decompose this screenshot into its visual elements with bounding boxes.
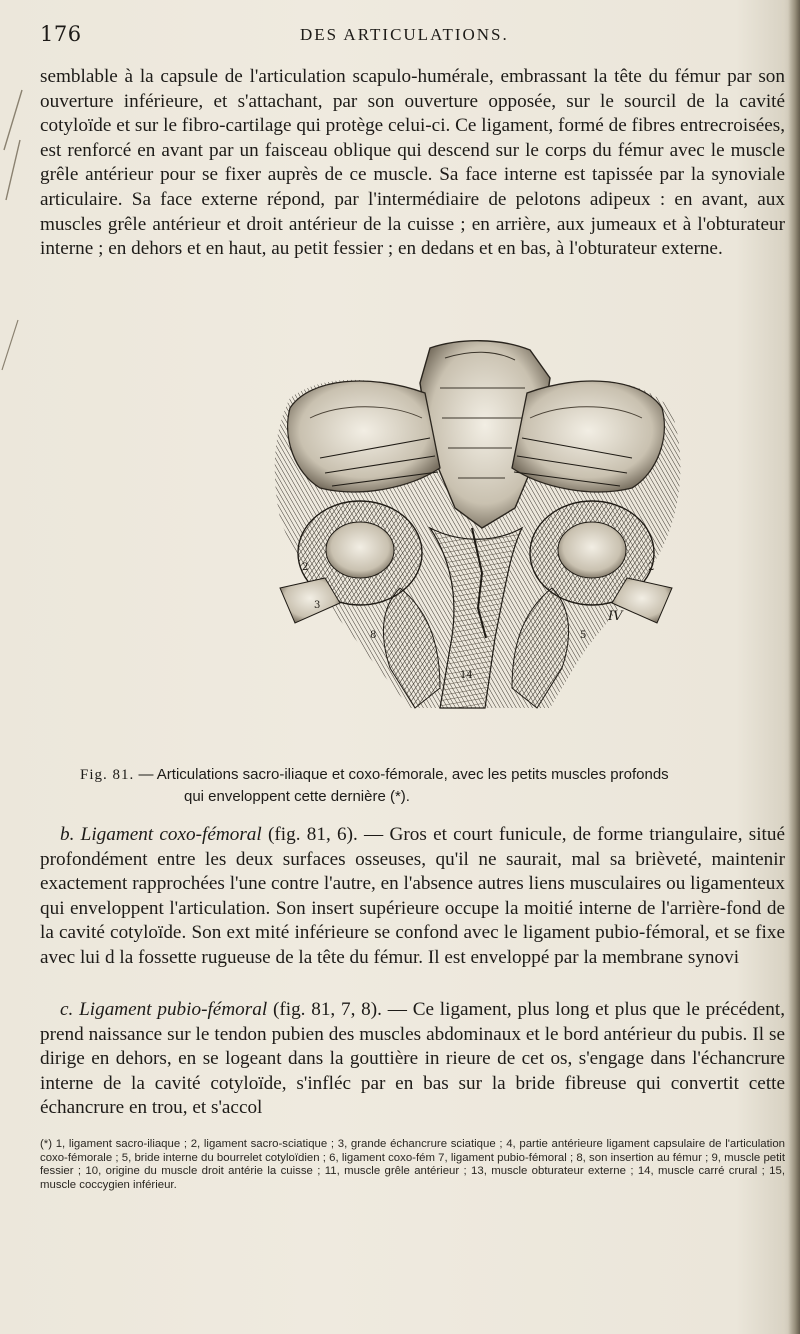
- section-marker: c.: [60, 999, 74, 1020]
- paragraph-text: semblable à la capsule de l'articulation scapulo-humérale, embrassant la tête du fémur par son ouverture inférieure, et s'attachant, par son ouverture opposée, sur le sourcil de la cavité cotyloïde et sur le fibro-cartilage qui protège celui-ci. Ce ligament, formé de fibres entrecroisées, est renforcé en avant par un faisceau oblique qui descend sur le corps du fémur avec le muscle grêle antérieur pour se fixer auprès de ce muscle. Sa face interne est tapissée par la synoviale articulaire. Sa face externe répond, par l'intermédiaire de pelotons adipeux : en avant, aux muscles grêle antérieur et droit antérieur de la cuisse ; en arrière, aux jumeaux et à l'obturateur interne ; en dehors et en haut, au petit fessier ; en dedans et en bas, à l'obturateur externe.: [40, 66, 785, 260]
- svg-text:2: 2: [648, 562, 655, 573]
- figure-footnote: (*) 1, ligament sacro-iliaque ; 2, ligament sacro-sciatique ; 3, grande échancrure sciatique ; 4, partie antérieure ligament capsulaire de l'articulation coxo-fémorale ; 5, bride interne du bourrelet cotyloïdien ; 6, ligament coxo-fém 7, ligament pubio-fémoral ; 8, son insertion au fémur ; 9, muscle petit fessier ; 10, origine du muscle droit antérie la cuisse ; 11, muscle grêle antérieur ; 13, muscle obturateur externe ; 14, muscle carré crural ; 15, muscle coccygien inférieur.: [40, 1138, 785, 1191]
- margin-pencil-marks: [0, 80, 30, 380]
- figure-illustration: [250, 338, 702, 720]
- figure-inset-label: IV: [608, 609, 623, 624]
- section-heading: Ligament pubio-fémoral: [79, 999, 268, 1020]
- svg-text:8: 8: [370, 630, 377, 641]
- caption-text-line2: qui enveloppent cette dernière (*).: [184, 788, 410, 805]
- svg-text:3: 3: [314, 600, 321, 611]
- anatomical-figure: [250, 338, 702, 720]
- section-text: (fig. 81, 7, 8). — Ce ligament, plus long et plus que le précédent, prend naissance sur le tendon pubien des muscles abdominaux et le bord antérieur du pubis. Il se dirige en dehors, en se logeant dans la gouttière in rieure de cet os, s'engage dans l'échancrure interne de la cavité cotyloïde, s'infléc par en bas sur la bride fibreuse qui convertit cette échancrure en trou, et s'accol: [40, 999, 786, 1119]
- page-header: [40, 22, 780, 54]
- paragraph-coxo-femoral: [40, 823, 785, 971]
- paragraph-capsule: [40, 65, 785, 262]
- section-heading: Ligament coxo-fémoral: [80, 824, 262, 845]
- section-marker: b.: [60, 824, 75, 845]
- svg-text:2: 2: [302, 562, 309, 573]
- running-head: DES ARTICULATIONS.: [300, 25, 509, 44]
- caption-text-line1: — Articulations sacro-iliaque et coxo-fémorale, avec les petits muscles profonds: [138, 766, 669, 783]
- svg-text:5: 5: [580, 630, 587, 641]
- paragraph-body: [40, 823, 785, 971]
- paragraph-pubio-femoral: [40, 998, 785, 1121]
- section-text: (fig. 81, 6). — Gros et court funicule, de forme triangulaire, situé profondément entre les deux surfaces osseuses, qu'il ne saurait, mal sa brièveté, maintenir exactement rapprochées l'une contre l'autre, en l'absence autres liens musculaires ou ligamenteux qui enveloppent l'articulation. Son insert supérieure occupe la moitié interne de l'arrière-fond de la cavité cotyloïde. Son ext mité inférieure se confond avec le ligament pubio-fémoral, et se fixe avec lui d la fossette rugueuse de la tête du fémur. Il est enveloppé par la membrane synovi: [40, 824, 785, 968]
- paragraph-body: [40, 998, 785, 1121]
- svg-text:14: 14: [460, 670, 473, 681]
- caption-label: Fig. 81.: [80, 767, 135, 783]
- page-edge-shadow: [788, 0, 800, 1334]
- page-number: 176: [40, 22, 82, 46]
- figure-caption: [80, 764, 790, 807]
